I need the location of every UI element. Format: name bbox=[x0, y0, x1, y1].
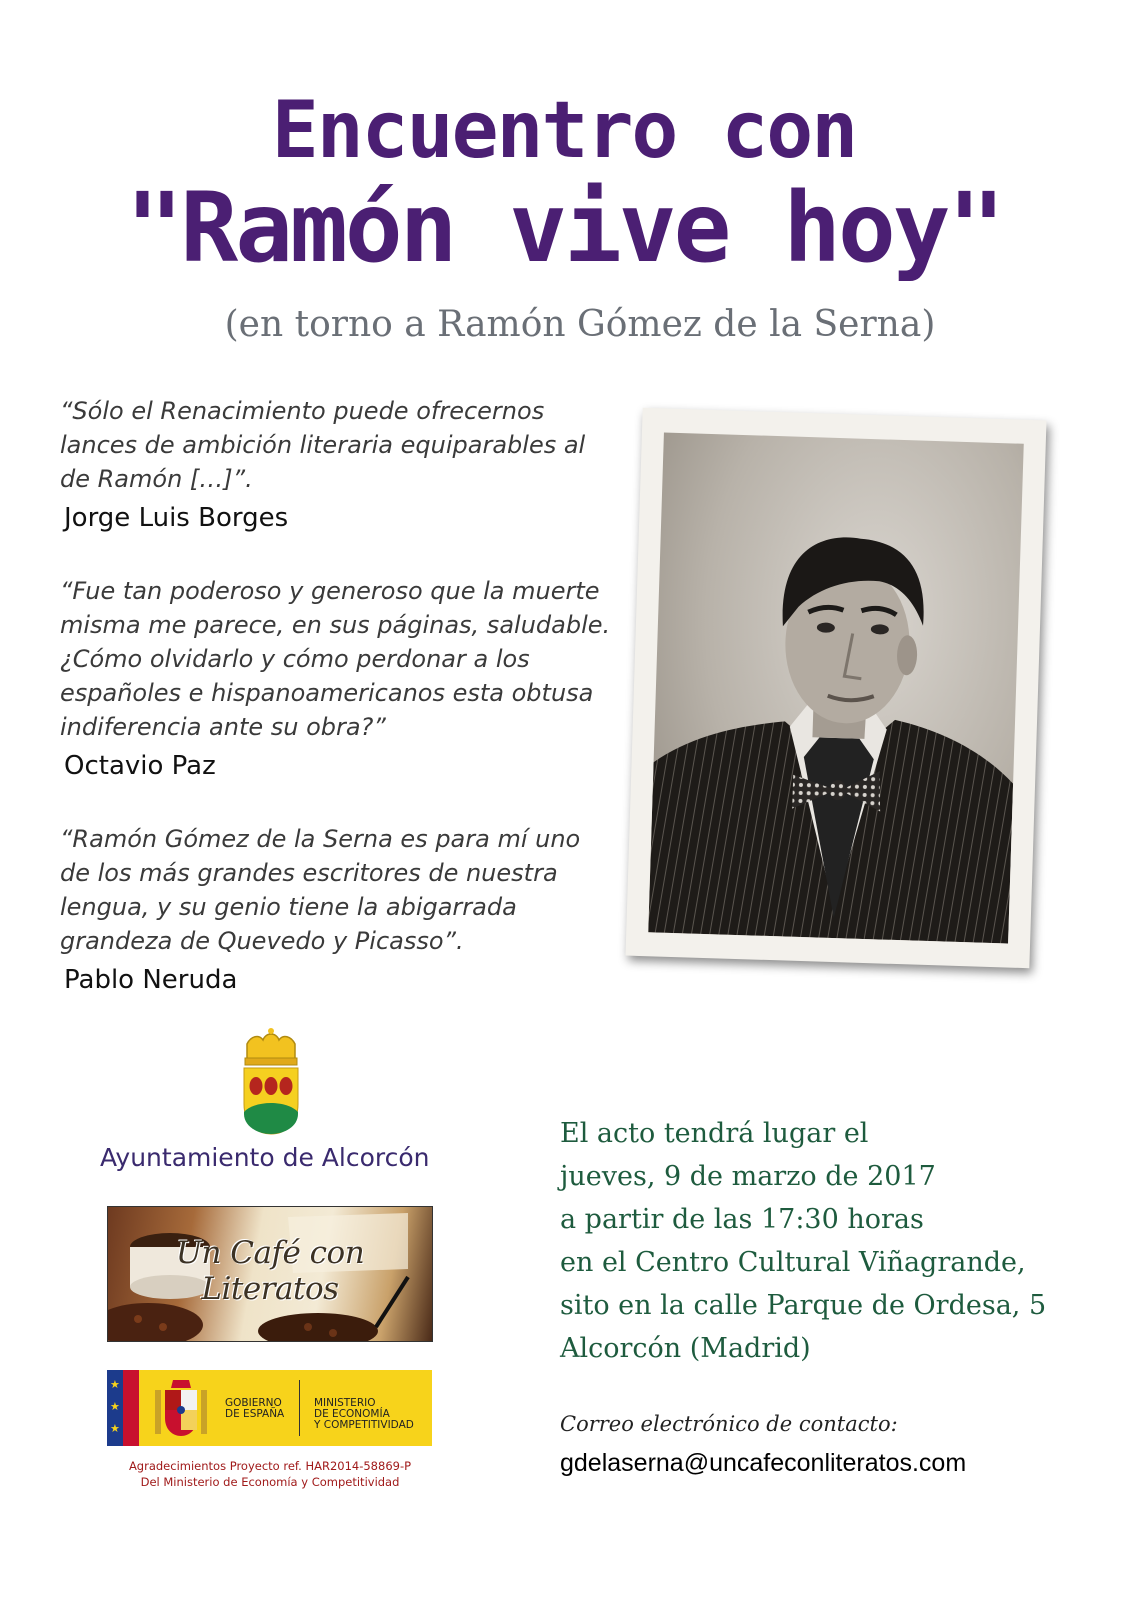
gobierno-espana-logo bbox=[107, 1370, 432, 1446]
spain-coat-of-arms-icon bbox=[153, 1376, 209, 1440]
quote-line: lengua, y su genio tiene la abigarrada bbox=[60, 893, 517, 921]
event-line: en el Centro Cultural Viñagrande, bbox=[560, 1247, 1026, 1278]
subtitle: (en torno a Ramón Gómez de la Serna) bbox=[224, 304, 936, 345]
quote-line: grandeza de Quevedo y Picasso”. bbox=[60, 927, 464, 955]
quote-line: “Sólo el Renacimiento puede ofrecernos bbox=[60, 397, 545, 425]
quote-borges bbox=[60, 394, 620, 496]
quote-line: de Ramón […]”. bbox=[60, 465, 253, 493]
quote-line: de los más grandes escritores de nuestra bbox=[60, 859, 558, 887]
ministerio-line: MINISTERIO bbox=[314, 1397, 376, 1409]
gobierno-text bbox=[225, 1398, 284, 1420]
eu-flag-icon: ★ ★ ★ bbox=[107, 1370, 139, 1446]
event-line: jueves, 9 de marzo de 2017 bbox=[560, 1161, 936, 1192]
ministerio-line: Y COMPETITIVIDAD bbox=[314, 1419, 414, 1431]
divider bbox=[299, 1380, 300, 1436]
quote-line: indiferencia ante su obra?” bbox=[60, 713, 386, 741]
cafe-con-literatos-banner bbox=[107, 1206, 433, 1342]
cafe-con-literatos-title: Un Café con Literatos bbox=[175, 1235, 365, 1307]
contact-email-link[interactable]: gdelaserna@uncafeconliteratos.com bbox=[560, 1449, 967, 1477]
quote-line: españoles e hispanoamericanos esta obtusa bbox=[60, 679, 594, 707]
quote-paz bbox=[60, 574, 620, 744]
ministerio-text bbox=[314, 1398, 414, 1431]
quote-line: “Fue tan poderoso y generoso que la muerte bbox=[60, 577, 600, 605]
ayuntamiento-label: Ayuntamiento de Alcorcón bbox=[100, 1143, 430, 1172]
ministerio-line: DE ECONOMÍA bbox=[314, 1408, 390, 1420]
quote-line: “Ramón Gómez de la Serna es para mí uno bbox=[60, 825, 581, 853]
quote-line: misma me parece, en sus páginas, saludable. bbox=[60, 611, 611, 639]
event-line: El acto tendrá lugar el bbox=[560, 1118, 869, 1149]
contact-label: Correo electrónico de contacto: bbox=[560, 1412, 898, 1436]
gobierno-line: GOBIERNO bbox=[225, 1397, 282, 1409]
event-line: Alcorcón (Madrid) bbox=[560, 1333, 811, 1364]
portrait-image bbox=[648, 432, 1024, 943]
quote-author-paz: Octavio Paz bbox=[64, 751, 216, 781]
title-line-1: Encuentro con bbox=[271, 86, 857, 176]
event-line: a partir de las 17:30 horas bbox=[560, 1204, 924, 1235]
title-line-2: "Ramón vive hoy" bbox=[125, 172, 1003, 284]
quote-line: ¿Cómo olvidarlo y cómo perdonar a los bbox=[60, 645, 530, 673]
alcorcon-crest-icon bbox=[241, 1028, 301, 1136]
event-line: sito en la calle Parque de Ordesa, 5 bbox=[560, 1290, 1047, 1321]
quote-neruda bbox=[60, 822, 620, 958]
quote-author-neruda: Pablo Neruda bbox=[64, 965, 238, 995]
gobierno-line: DE ESPAÑA bbox=[225, 1408, 285, 1420]
quote-line: lances de ambición literaria equiparables al bbox=[60, 431, 586, 459]
portrait-photo bbox=[625, 408, 1046, 968]
thanks-line-2: Del Ministerio de Economía y Competitividad bbox=[140, 1475, 400, 1489]
thanks-line-1: Agradecimientos Proyecto ref. HAR2014-58869-P bbox=[128, 1459, 412, 1473]
quote-author-borges: Jorge Luis Borges bbox=[64, 503, 289, 533]
